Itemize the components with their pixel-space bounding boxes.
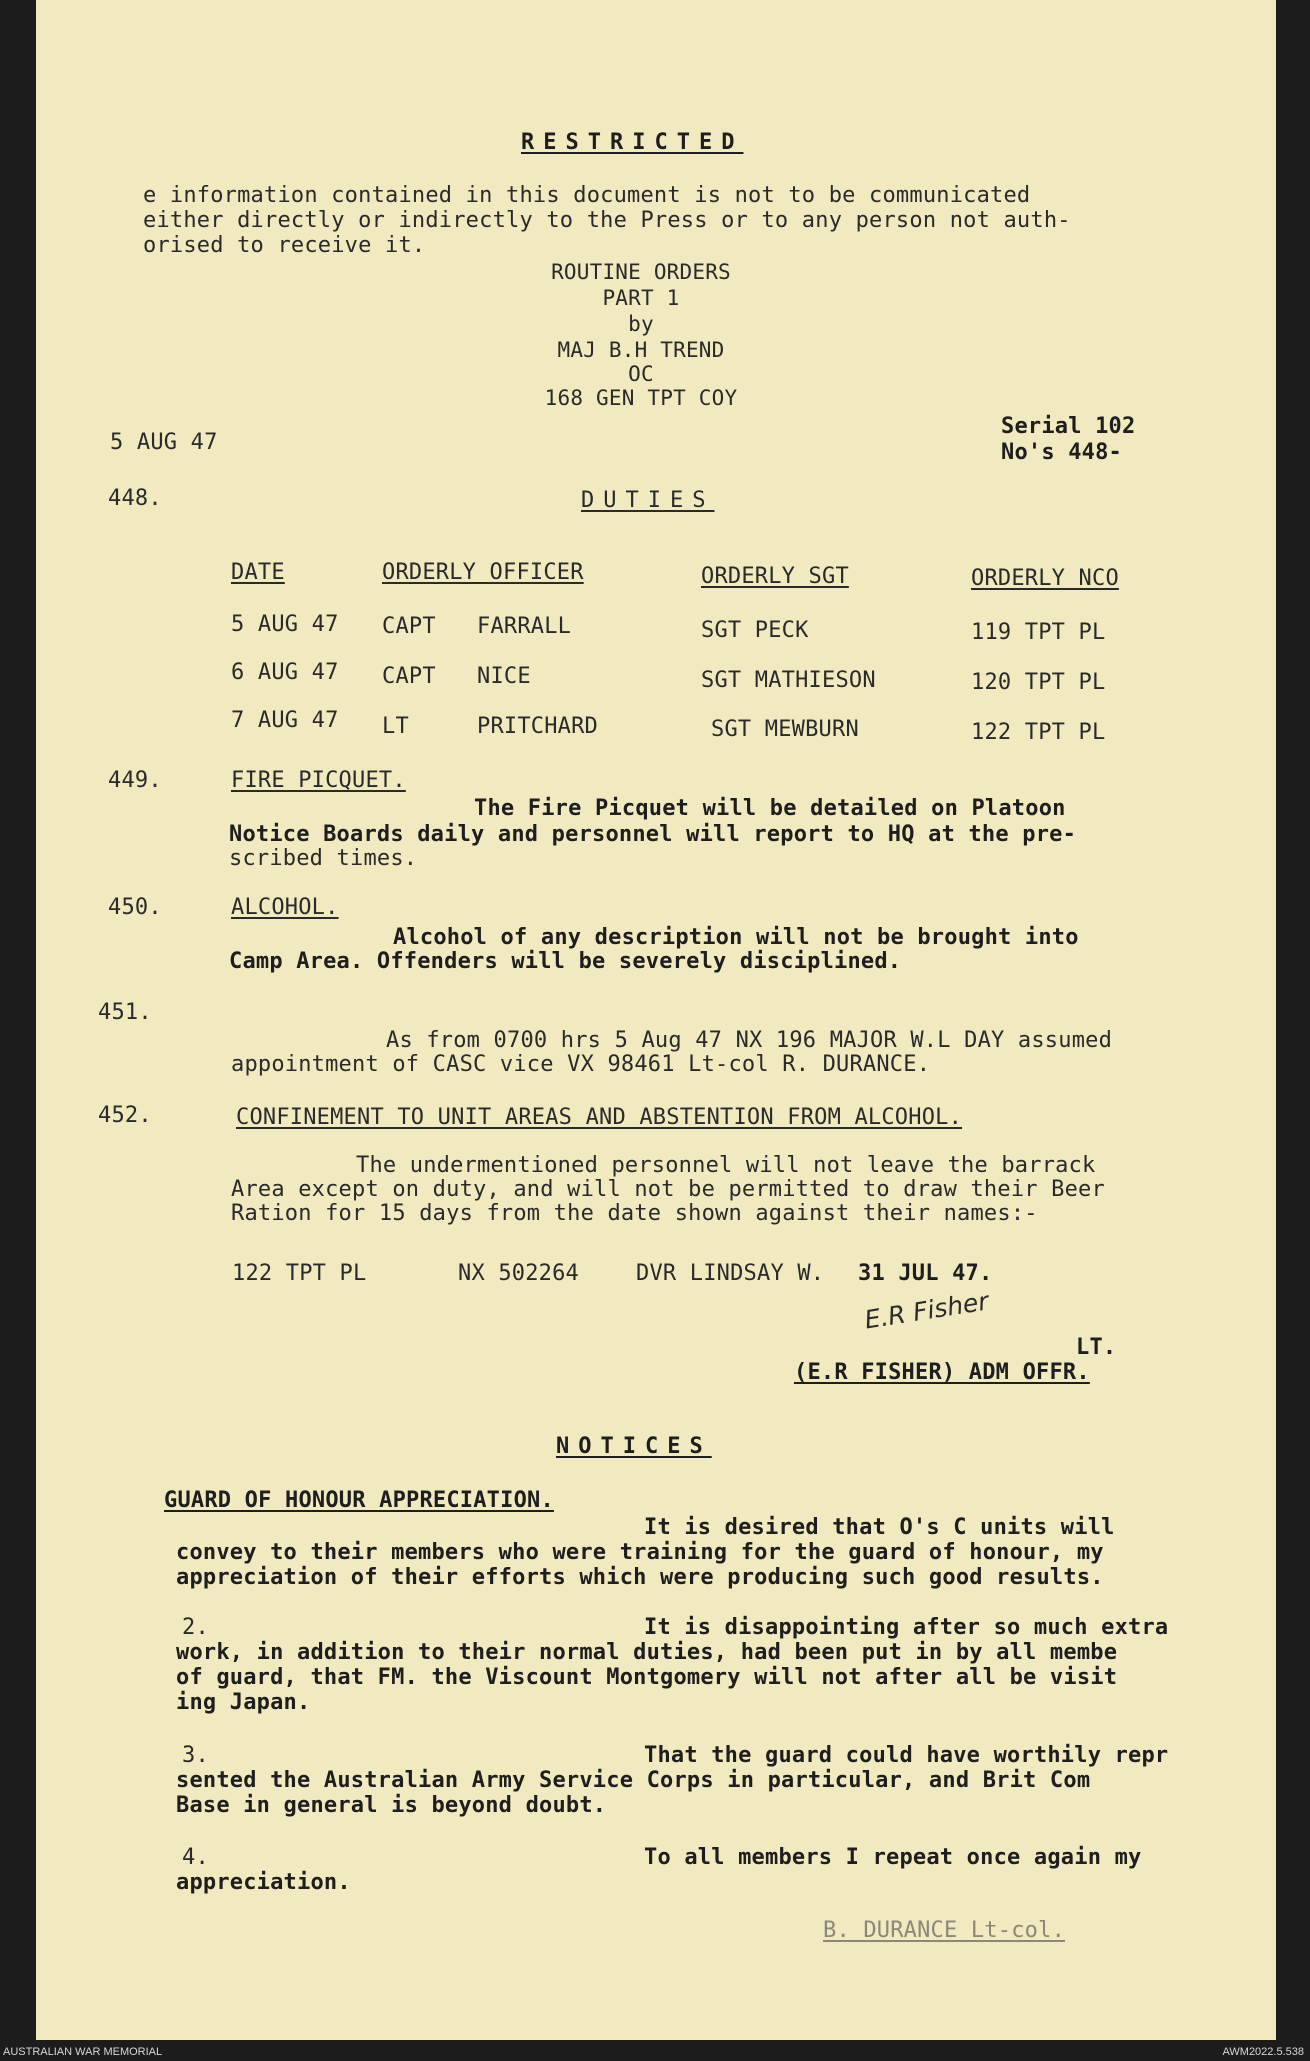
duty-date: 6 AUG 47 bbox=[231, 660, 339, 685]
alcohol-line-1: Alcohol of any description will not be brought into bbox=[393, 925, 1079, 950]
appointment-line-1: As from 0700 hrs 5 Aug 47 NX 196 MAJOR W.L DAY assumed bbox=[386, 1028, 1113, 1053]
notice-3-line-3: Base in general is beyond doubt. bbox=[176, 1793, 607, 1818]
confinement-line-2: Area except on duty, and will not be permitted to draw their Beer bbox=[231, 1177, 1105, 1202]
title-line-1: ROUTINE ORDERS bbox=[551, 260, 731, 284]
officer-name: FARRALL bbox=[477, 614, 572, 639]
warning-line-1: e information contained in this document is not to be communicated bbox=[143, 183, 1031, 208]
title-line-3: by bbox=[628, 312, 654, 336]
alcohol-heading: ALCOHOL. bbox=[231, 895, 339, 920]
duty-date: 5 AUG 47 bbox=[231, 612, 339, 637]
officer-name: PRITCHARD bbox=[477, 714, 599, 739]
notice-1-line-1: It is desired that O's C units will bbox=[644, 1515, 1115, 1540]
orderly-sergeant: SGT MEWBURN bbox=[711, 717, 859, 742]
entry-date: 31 JUL 47. bbox=[858, 1261, 993, 1286]
orderly-sergeant: SGT MATHIESON bbox=[701, 668, 876, 693]
notice-2-number: 2. bbox=[182, 1615, 209, 1640]
title-line-6: 168 GEN TPT COY bbox=[544, 386, 738, 410]
notice-2-line-3: of guard, that FM. the Viscount Montgomery will not after all be visit bbox=[176, 1665, 1118, 1690]
fire-picquet-line-3: scribed times. bbox=[229, 846, 418, 871]
orderly-sergeant: SGT PECK bbox=[701, 618, 809, 643]
order-number-451: 451. bbox=[98, 1000, 152, 1025]
officer-name: NICE bbox=[477, 664, 531, 689]
confinement-line-3: Ration for 15 days from the date shown against their names:- bbox=[231, 1201, 1038, 1226]
duties-heading: DUTIES bbox=[581, 488, 715, 513]
column-header-date: DATE bbox=[231, 560, 285, 585]
column-header-orderly-nco: ORDERLY NCO bbox=[971, 566, 1119, 591]
order-number-448: 448. bbox=[108, 486, 162, 511]
notice-2-line-1: It is disappointing after so much extra bbox=[644, 1615, 1169, 1640]
signature-scribble: E.R Fisher bbox=[862, 1286, 991, 1335]
closing-signature: B. DURANCE Lt-col. bbox=[823, 1918, 1066, 1943]
notice-3-line-1: That the guard could have worthily repr bbox=[644, 1743, 1169, 1768]
notice-4-line-1: To all members I repeat once again my bbox=[644, 1845, 1142, 1870]
warning-line-3: orised to receive it. bbox=[143, 233, 426, 258]
footer-left-credit: AUSTRALIAN WAR MEMORIAL bbox=[3, 2046, 163, 2058]
notice-4-line-2: appreciation. bbox=[176, 1870, 351, 1895]
notice-2-line-4: ing Japan. bbox=[176, 1690, 311, 1715]
signatory-name: (E.R FISHER) ADM OFFR. bbox=[794, 1360, 1090, 1385]
entry-name: DVR LINDSAY W. bbox=[636, 1261, 825, 1286]
signatory-rank: LT. bbox=[1076, 1335, 1117, 1360]
document-page bbox=[36, 0, 1276, 2040]
orderly-nco: 119 TPT PL bbox=[971, 620, 1106, 645]
order-numbers: No's 448- bbox=[1001, 440, 1123, 465]
officer-rank: CAPT bbox=[382, 664, 436, 689]
entry-unit: 122 TPT PL bbox=[232, 1261, 367, 1286]
fire-picquet-heading: FIRE PICQUET. bbox=[231, 768, 406, 793]
orderly-nco: 122 TPT PL bbox=[971, 720, 1106, 745]
order-number-449: 449. bbox=[108, 768, 162, 793]
duty-date: 7 AUG 47 bbox=[231, 708, 339, 733]
fire-picquet-line-2: Notice Boards daily and personnel will report to HQ at the pre- bbox=[229, 822, 1077, 847]
notice-2-line-2: work, in addition to their normal duties, had been put in by all membe bbox=[176, 1640, 1118, 1665]
notice-4-number: 4. bbox=[182, 1845, 209, 1870]
guard-of-honour-heading: GUARD OF HONOUR APPRECIATION. bbox=[164, 1488, 554, 1513]
column-header-orderly-sgt: ORDERLY SGT bbox=[701, 564, 849, 589]
officer-rank: CAPT bbox=[382, 614, 436, 639]
footer-accession-number: AWM2022.5.538 bbox=[1222, 2046, 1304, 2058]
officer-rank: LT bbox=[382, 714, 409, 739]
notice-3-number: 3. bbox=[182, 1743, 209, 1768]
column-header-orderly-officer: ORDERLY OFFICER bbox=[382, 560, 584, 585]
title-line-4: MAJ B.H TREND bbox=[557, 338, 725, 362]
order-number-450: 450. bbox=[108, 895, 162, 920]
notice-1-line-3: appreciation of their efforts which were producing such good results. bbox=[176, 1565, 1104, 1590]
notice-1-line-2: convey to their members who were training for the guard of honour, my bbox=[176, 1540, 1104, 1565]
classification-heading: RESTRICTED bbox=[521, 130, 744, 155]
order-number-452: 452. bbox=[98, 1103, 152, 1128]
fire-picquet-line-1: The Fire Picquet will be detailed on Platoon bbox=[474, 796, 1066, 821]
alcohol-line-2: Camp Area. Offenders will be severely disciplined. bbox=[229, 949, 902, 974]
confinement-line-1: The undermentioned personnel will not leave the barrack bbox=[356, 1153, 1096, 1178]
entry-service-number: NX 502264 bbox=[458, 1261, 580, 1286]
order-date: 5 AUG 47 bbox=[110, 430, 218, 455]
warning-line-2: either directly or indirectly to the Press or to any person not auth- bbox=[143, 208, 1071, 233]
notice-3-line-2: sented the Australian Army Service Corps in particular, and Brit Com bbox=[176, 1768, 1091, 1793]
confinement-heading: CONFINEMENT TO UNIT AREAS AND ABSTENTION FROM ALCOHOL. bbox=[236, 1105, 963, 1130]
orderly-nco: 120 TPT PL bbox=[971, 670, 1106, 695]
serial-number: Serial 102 bbox=[1001, 414, 1136, 439]
notices-heading: NOTICES bbox=[556, 1434, 712, 1459]
title-line-2: PART 1 bbox=[602, 286, 680, 310]
title-line-5: OC bbox=[628, 362, 654, 386]
appointment-line-2: appointment of CASC vice VX 98461 Lt-col R. DURANCE. bbox=[231, 1052, 931, 1077]
